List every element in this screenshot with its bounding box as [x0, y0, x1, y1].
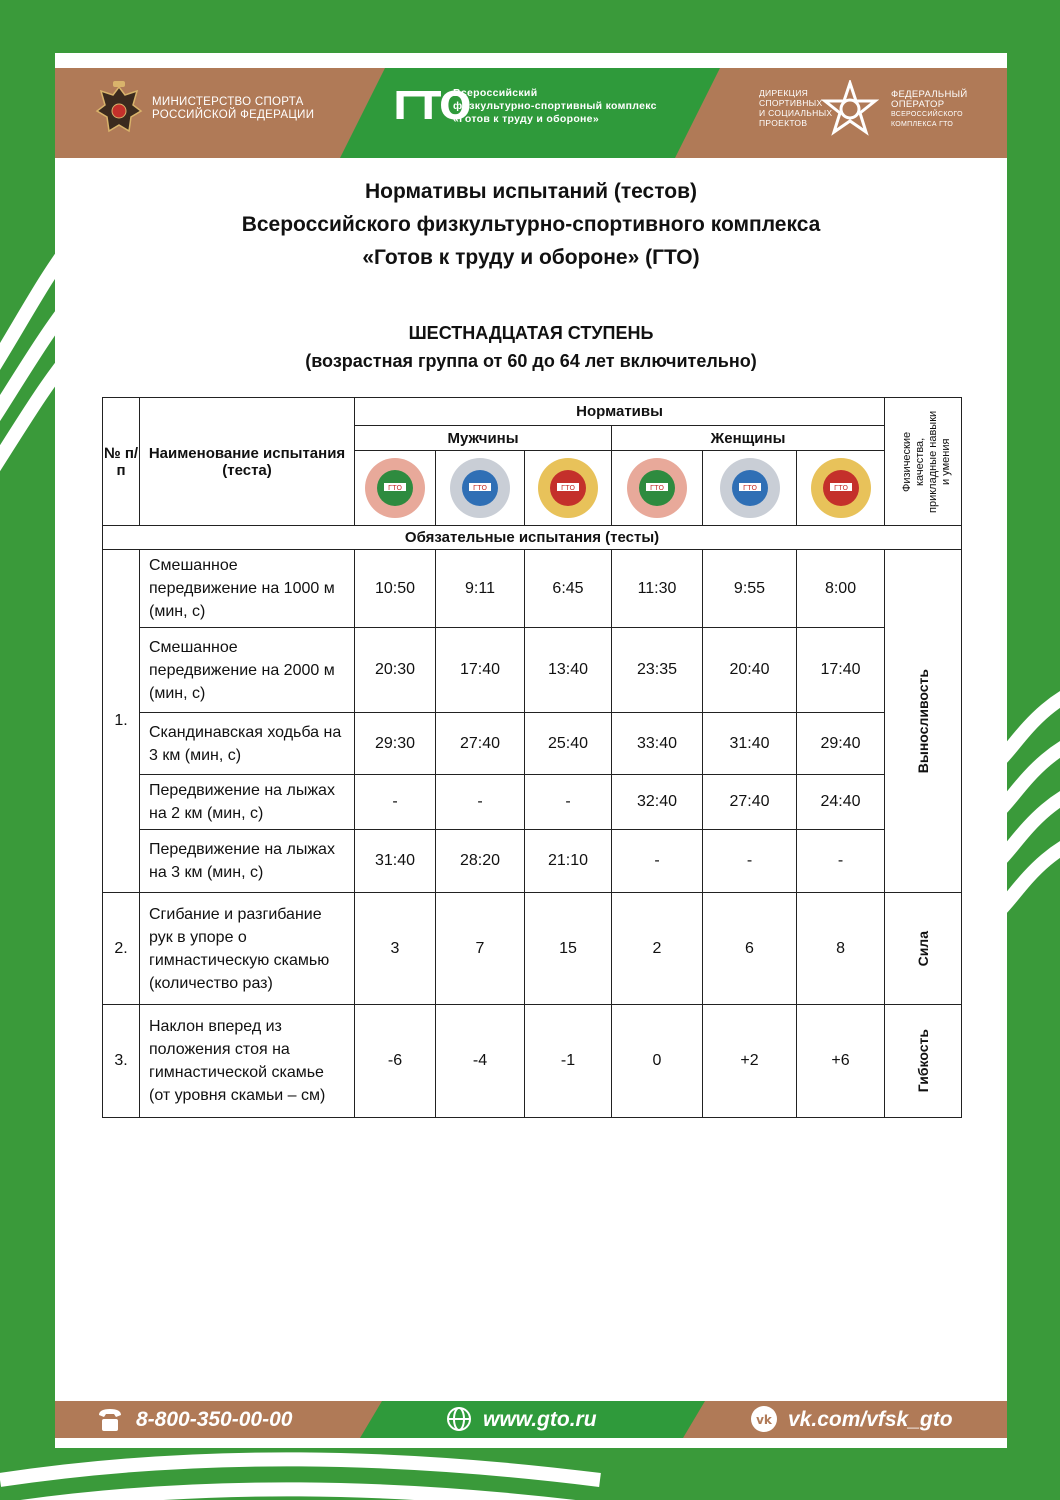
- bronze-badge-icon: [362, 455, 428, 521]
- bronze-badge-icon: [624, 455, 690, 521]
- table-row: [103, 713, 962, 775]
- vk-icon: [750, 1405, 778, 1433]
- header-qualities: Физические качества, прикладные навыки и умения: [885, 398, 962, 526]
- value-cell: 24:40: [797, 775, 885, 830]
- value-cell: 23:35: [612, 628, 703, 713]
- value-cell: 13:40: [525, 628, 612, 713]
- footer-website[interactable]: www.gto.ru: [483, 1408, 597, 1431]
- phone-icon: [95, 1405, 125, 1435]
- value-cell: 3: [355, 893, 436, 1005]
- value-cell: 6: [703, 893, 797, 1005]
- svg-text:ГТО: ГТО: [833, 484, 848, 492]
- badge-gold-men: [525, 451, 612, 526]
- test-name: Смешанное передвижение на 2000 м (мин, с): [140, 628, 355, 713]
- value-cell: 20:40: [703, 628, 797, 713]
- quality-cell: Сила: [885, 893, 962, 1005]
- gto-logo: ГТО: [393, 84, 470, 128]
- gold-badge-icon: [808, 455, 874, 521]
- header-norms: Нормативы: [355, 398, 885, 426]
- gold-badge-icon: [535, 455, 601, 521]
- value-cell: -: [525, 775, 612, 830]
- svg-text:ГТО: ГТО: [742, 484, 757, 492]
- value-cell: 31:40: [703, 713, 797, 775]
- value-cell: 9:11: [436, 550, 525, 628]
- value-cell: 6:45: [525, 550, 612, 628]
- gto-description: Всероссийский физкультурно-спортивный комплекс «Готов к труду и обороне»: [453, 87, 657, 125]
- value-cell: 0: [612, 1005, 703, 1118]
- header-men: Мужчины: [355, 426, 612, 451]
- test-name: Передвижение на лыжах на 3 км (мин, с): [140, 830, 355, 893]
- svg-text:ГТО: ГТО: [387, 484, 403, 492]
- badge-bronze-women: [612, 451, 703, 526]
- value-cell: -4: [436, 1005, 525, 1118]
- test-name: Наклон вперед из положения стоя на гимнастической скамье (от уровня скамьи – см): [140, 1005, 355, 1118]
- table-row: [103, 628, 962, 713]
- svg-text:ГТО: ГТО: [649, 484, 665, 492]
- value-cell: -: [703, 830, 797, 893]
- stage-subtitle: ШЕСТНАДЦАТАЯ СТУПЕНЬ (возрастная группа от 60 до 64 лет включительно): [305, 323, 757, 371]
- value-cell: -6: [355, 1005, 436, 1118]
- svg-text:vk: vk: [756, 1413, 772, 1427]
- directorate-name: ДИРЕКЦИЯ СПОРТИВНЫХ И СОЦИАЛЬНЫХ ПРОЕКТОВ: [759, 88, 833, 128]
- value-cell: 33:40: [612, 713, 703, 775]
- table-row: [103, 550, 962, 628]
- value-cell: 10:50: [355, 550, 436, 628]
- globe-icon: [445, 1405, 473, 1433]
- header-women: Женщины: [612, 426, 885, 451]
- norms-table: [102, 397, 962, 1118]
- footer-phone[interactable]: 8-800-350-00-00: [136, 1408, 293, 1431]
- quality-cell: Гибкость: [885, 1005, 962, 1118]
- value-cell: +6: [797, 1005, 885, 1118]
- test-name: Сгибание и разгибание рук в упоре о гимнастическую скамью (количество раз): [140, 893, 355, 1005]
- header-test-name: Наименование испытания (теста): [140, 398, 355, 526]
- value-cell: 27:40: [436, 713, 525, 775]
- value-cell: 2: [612, 893, 703, 1005]
- value-cell: 17:40: [797, 628, 885, 713]
- table-row: [103, 775, 962, 830]
- test-name: Скандинавская ходьба на 3 км (мин, с): [140, 713, 355, 775]
- badge-silver-women: [703, 451, 797, 526]
- value-cell: +2: [703, 1005, 797, 1118]
- footer-vk[interactable]: vk.com/vfsk_gto: [788, 1408, 953, 1431]
- value-cell: 32:40: [612, 775, 703, 830]
- silver-badge-icon: [717, 455, 783, 521]
- badge-silver-men: [436, 451, 525, 526]
- badge-gold-women: [797, 451, 885, 526]
- value-cell: 20:30: [355, 628, 436, 713]
- svg-text:ГТО: ГТО: [472, 484, 488, 492]
- value-cell: 17:40: [436, 628, 525, 713]
- quality-cell: Выносливость: [885, 550, 962, 893]
- coat-of-arms-icon: [95, 81, 143, 139]
- badge-bronze-men: [355, 451, 436, 526]
- value-cell: 21:10: [525, 830, 612, 893]
- test-name: Смешанное передвижение на 1000 м (мин, с): [140, 550, 355, 628]
- value-cell: 11:30: [612, 550, 703, 628]
- header-number: № п/п: [103, 398, 140, 526]
- value-cell: -1: [525, 1005, 612, 1118]
- test-name: Передвижение на лыжах на 2 км (мин, с): [140, 775, 355, 830]
- document-page: [55, 53, 1007, 1448]
- value-cell: -: [355, 775, 436, 830]
- value-cell: 29:40: [797, 713, 885, 775]
- row-number: 2.: [103, 893, 140, 1005]
- value-cell: -: [436, 775, 525, 830]
- federal-operator-name: ФЕДЕРАЛЬНЫЙ ОПЕРАТОР ВСЕРОССИЙСКОГО КОМПЛЕКСА ГТО: [891, 89, 968, 128]
- value-cell: 8:00: [797, 550, 885, 628]
- table-row: [103, 830, 962, 893]
- value-cell: -: [797, 830, 885, 893]
- table-row: [103, 893, 962, 1005]
- value-cell: 8: [797, 893, 885, 1005]
- value-cell: 7: [436, 893, 525, 1005]
- ministry-name: МИНИСТЕРСТВО СПОРТА РОССИЙСКОЙ ФЕДЕРАЦИИ: [152, 96, 315, 121]
- value-cell: 9:55: [703, 550, 797, 628]
- section-mandatory: Обязательные испытания (тесты): [103, 526, 962, 550]
- value-cell: 27:40: [703, 775, 797, 830]
- table-row: [103, 1005, 962, 1118]
- value-cell: -: [612, 830, 703, 893]
- silver-badge-icon: [447, 455, 513, 521]
- value-cell: 25:40: [525, 713, 612, 775]
- svg-text:ГТО: ГТО: [560, 484, 576, 492]
- document-title: Нормативы испытаний (тестов) Всероссийского физкультурно-спортивного комплекса «Готов к труду и обороне» (ГТО): [241, 180, 821, 269]
- value-cell: 29:30: [355, 713, 436, 775]
- value-cell: 31:40: [355, 830, 436, 893]
- row-number: 3.: [103, 1005, 140, 1118]
- row-number: 1.: [103, 550, 140, 893]
- gto-star-icon: [821, 80, 879, 138]
- value-cell: 28:20: [436, 830, 525, 893]
- value-cell: 15: [525, 893, 612, 1005]
